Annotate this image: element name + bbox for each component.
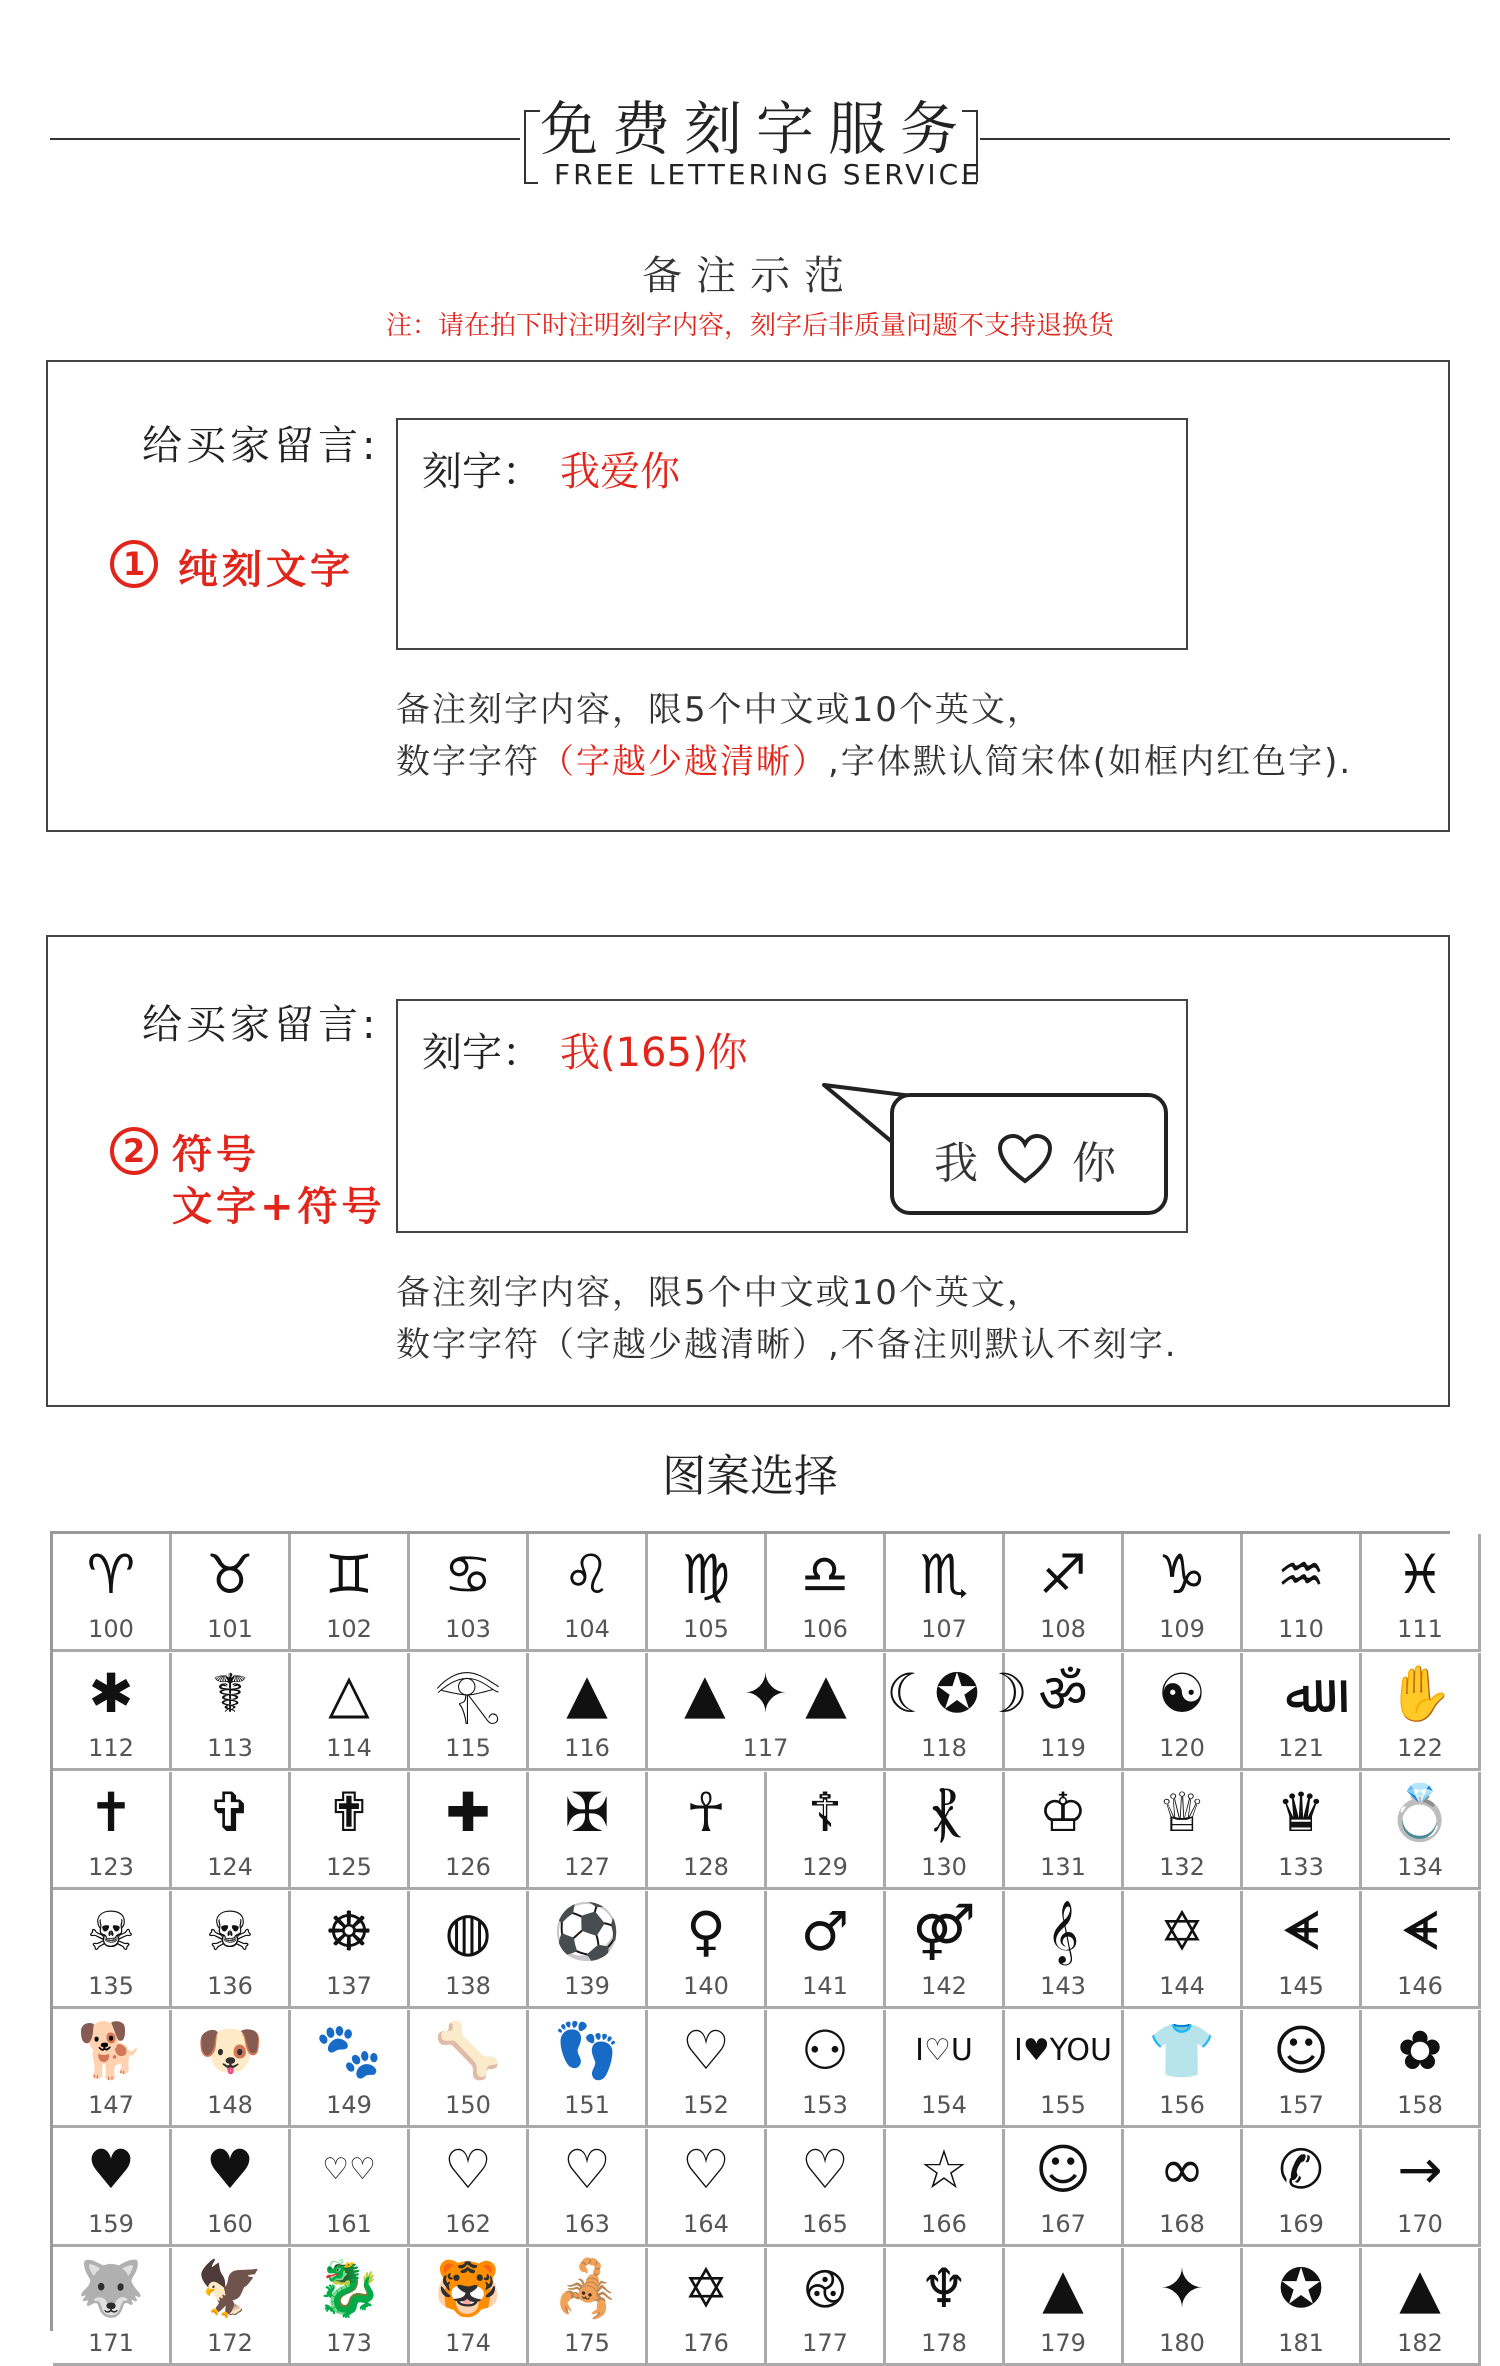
pattern-cell-112[interactable] [53, 1653, 172, 1771]
pattern-number: 134 [1397, 1853, 1443, 1881]
pattern-cell-176[interactable] [648, 2248, 767, 2366]
pattern-cell-141[interactable] [767, 1891, 886, 2009]
pattern-cell-129[interactable] [767, 1772, 886, 1890]
engraving-input-value: 我(165)你 [560, 1030, 748, 1076]
plus-cross-icon: ✚ [445, 1781, 491, 1844]
pattern-number: 122 [1397, 1734, 1443, 1762]
pattern-number: 150 [445, 2091, 491, 2119]
buyer-message-label: 给买家留言: [142, 1002, 380, 1048]
pattern-cell-133[interactable] [1243, 1772, 1362, 1890]
heart-icon: ♡ [800, 2138, 850, 2201]
pattern-cell-104[interactable] [529, 1534, 648, 1652]
option-label-symbol: 符号 [172, 1132, 260, 1178]
description-line-2 [396, 736, 1352, 788]
pattern-cell-108[interactable] [1005, 1534, 1124, 1652]
pattern-number: 101 [207, 1615, 253, 1643]
pattern-cell-175[interactable] [529, 2248, 648, 2366]
pattern-number: 170 [1397, 2210, 1443, 2238]
description-text-b: ,字体默认简宋体(如框内红色字). [828, 742, 1353, 782]
header-right-line [980, 138, 1450, 140]
pattern-number: 164 [683, 2210, 729, 2238]
aries-icon: ♈ [86, 1543, 136, 1606]
pattern-number: 104 [564, 1615, 610, 1643]
preview-text [934, 1127, 1116, 1191]
pattern-number: 117 [742, 1734, 789, 1762]
pattern-number: 173 [326, 2329, 372, 2357]
basketball-icon: ◍ [444, 1900, 492, 1963]
pattern-cell-143[interactable] [1005, 1891, 1124, 2009]
pattern-cell-125[interactable] [291, 1772, 410, 1890]
pattern-number: 119 [1040, 1734, 1086, 1762]
pattern-number: 162 [445, 2210, 491, 2238]
arrow-right-icon: → [1397, 2138, 1443, 2201]
pattern-cell-138[interactable] [410, 1891, 529, 2009]
panel-description [396, 684, 1352, 788]
ichthys-icon: ᗛ [1281, 1900, 1321, 1963]
pattern-cell-162[interactable] [410, 2129, 529, 2247]
pattern-number: 163 [564, 2210, 610, 2238]
description-line-1: 备注刻字内容，限5个中文或10个英文， [396, 690, 1043, 730]
pattern-cell-159[interactable] [53, 2129, 172, 2247]
pattern-number: 139 [564, 1972, 610, 2000]
pattern-number: 142 [921, 1972, 967, 2000]
pattern-cell-137[interactable] [291, 1891, 410, 2009]
pattern-number: 138 [445, 1972, 491, 2000]
hamsa-icon: ✋ [1386, 1662, 1454, 1725]
pattern-number: 113 [207, 1734, 253, 1762]
pattern-cell-157[interactable] [1243, 2010, 1362, 2128]
pattern-number: 157 [1278, 2091, 1324, 2119]
pattern-cell-120[interactable] [1124, 1653, 1243, 1771]
tiger-icon: 🐯 [434, 2257, 502, 2320]
pattern-cell-144[interactable] [1124, 1891, 1243, 2009]
pattern-number: 105 [683, 1615, 729, 1643]
pattern-cell-134[interactable] [1362, 1772, 1481, 1890]
pattern-number: 151 [564, 2091, 610, 2119]
pattern-cell-152[interactable] [648, 2010, 767, 2128]
pattern-cell-132[interactable] [1124, 1772, 1243, 1890]
pattern-number: 148 [207, 2091, 253, 2119]
pattern-cell-168[interactable] [1124, 2129, 1243, 2247]
heart-solid-icon: ♥ [205, 2138, 255, 2201]
dog-face-icon: 🐶 [196, 2019, 264, 2082]
eye-pyramid-icon: △ [328, 1662, 370, 1725]
pattern-cell-122[interactable] [1362, 1653, 1481, 1771]
pattern-cell-172[interactable] [172, 2248, 291, 2366]
pattern-number: 181 [1278, 2329, 1324, 2357]
pattern-cell-181[interactable] [1243, 2248, 1362, 2366]
infinity-icon: ∞ [1159, 2138, 1205, 2201]
pattern-cell-115[interactable] [410, 1653, 529, 1771]
crown-icon: ♔ [1038, 1781, 1088, 1844]
pattern-number: 115 [445, 1734, 491, 1762]
pattern-number: 158 [1397, 2091, 1443, 2119]
pattern-cell-169[interactable] [1243, 2129, 1362, 2247]
pattern-cell-127[interactable] [529, 1772, 648, 1890]
pattern-number: 160 [207, 2210, 253, 2238]
gemini-icon: ♊ [324, 1543, 374, 1606]
pattern-cell-148[interactable] [172, 2010, 291, 2128]
pattern-number: 182 [1397, 2329, 1443, 2357]
engraving-input[interactable] [396, 999, 1188, 1233]
pattern-number: 146 [1397, 1972, 1443, 2000]
pattern-grid [50, 1531, 1454, 2357]
option-badge: 2 [110, 1127, 158, 1175]
pattern-cell-171[interactable] [53, 2248, 172, 2366]
pattern-number: 127 [564, 1853, 610, 1881]
pattern-number: 145 [1278, 1972, 1324, 2000]
pattern-number: 136 [207, 1972, 253, 2000]
capricorn-icon: ♑ [1157, 1543, 1207, 1606]
pattern-number: 124 [207, 1853, 253, 1881]
pisces-icon: ♓ [1395, 1543, 1445, 1606]
pattern-number: 152 [683, 2091, 729, 2119]
pattern-cell-131[interactable] [1005, 1772, 1124, 1890]
double-heart-icon: ♡♡ [322, 2152, 376, 2187]
pattern-cell-136[interactable] [172, 1891, 291, 2009]
pattern-number: 107 [921, 1615, 967, 1643]
pattern-number: 130 [921, 1853, 967, 1881]
pattern-cell-140[interactable] [648, 1891, 767, 2009]
pattern-cell-146[interactable] [1362, 1891, 1481, 2009]
queen-crown-icon: ♕ [1157, 1781, 1207, 1844]
pattern-number: 172 [207, 2329, 253, 2357]
pattern-number: 176 [683, 2329, 729, 2357]
leo-icon: ♌ [562, 1543, 612, 1606]
pattern-number: 147 [88, 2091, 134, 2119]
pattern-cell-110[interactable] [1243, 1534, 1362, 1652]
option-label: 纯刻文字 [178, 547, 354, 593]
i-love-u-icon: I♡U [915, 2033, 973, 2068]
dragon-icon: 🐉 [315, 2257, 383, 2320]
pattern-cell-151[interactable] [529, 2010, 648, 2128]
pattern-cell-126[interactable] [410, 1772, 529, 1890]
pattern-cell-109[interactable] [1124, 1534, 1243, 1652]
pattern-number: 156 [1159, 2091, 1205, 2119]
pattern-cell-153[interactable] [767, 2010, 886, 2128]
pattern-cell-119[interactable] [1005, 1653, 1124, 1771]
pattern-cell-102[interactable] [291, 1534, 410, 1652]
flower-icon: ✿ [1397, 2019, 1443, 2082]
dog-icon: 🐕 [77, 2019, 145, 2082]
pattern-number: 126 [445, 1853, 491, 1881]
star-triangle-icon: ✡ [683, 2257, 729, 2320]
aquarius-icon: ♒ [1276, 1543, 1326, 1606]
pattern-cell-139[interactable] [529, 1891, 648, 2009]
pattern-number: 154 [921, 2091, 967, 2119]
om-icon: ॐ [1038, 1662, 1088, 1725]
heart-outline-icon [996, 1133, 1054, 1185]
example-panel-1 [46, 360, 1450, 832]
pattern-number: 167 [1040, 2210, 1086, 2238]
pattern-number: 171 [88, 2329, 134, 2357]
pattern-number: 137 [326, 1972, 372, 2000]
pattern-number: 108 [1040, 1615, 1086, 1643]
eagle-icon: 🦅 [196, 2257, 264, 2320]
valknut-icon: ▲ [566, 1662, 608, 1725]
pattern-heading: 图案选择 [662, 1451, 838, 1502]
tribal-emblem-icon: ✪ [1278, 2257, 1324, 2320]
maltese-cross-icon: ✠ [564, 1781, 610, 1844]
engraving-input-label: 刻字： [422, 1030, 542, 1076]
pattern-number: 144 [1159, 1972, 1205, 2000]
pattern-cell-116[interactable] [529, 1653, 648, 1771]
pattern-cell-142[interactable] [886, 1891, 1005, 2009]
pattern-number: 129 [802, 1853, 848, 1881]
heart-outline-icon: ♡ [443, 2138, 493, 2201]
pattern-cell-111[interactable] [1362, 1534, 1481, 1652]
pattern-number: 179 [1040, 2329, 1086, 2357]
ankh-icon: ☥ [685, 1781, 727, 1844]
sagittarius-icon: ♐ [1038, 1543, 1088, 1606]
smiley-icon: ☺ [1034, 2138, 1092, 2201]
treble-clef-icon: 𝄞 [1047, 1900, 1079, 1963]
pattern-cell-167[interactable] [1005, 2129, 1124, 2247]
pattern-number: 131 [1040, 1853, 1086, 1881]
buyer-message-label: 给买家留言: [142, 423, 380, 469]
description-line-2: 数字字符（字越少越清晰）,不备注则默认不刻字. [396, 1325, 1178, 1365]
pattern-cell-173[interactable] [291, 2248, 410, 2366]
pentacle-moons-icon: ☾✪☽ [886, 1662, 1029, 1725]
pattern-cell-101[interactable] [172, 1534, 291, 1652]
pattern-cell-123[interactable] [53, 1772, 172, 1890]
example-panel-2 [46, 935, 1450, 1407]
pattern-cell-164[interactable] [648, 2129, 767, 2247]
pattern-cell-135[interactable] [53, 1891, 172, 2009]
page-title: 免费刻字服务 [540, 95, 973, 163]
header-bracket-bottom-left [524, 170, 538, 184]
pattern-number: 133 [1278, 1853, 1324, 1881]
male-icon: ♂ [800, 1900, 850, 1963]
triangles-icon: ▲ [1399, 2257, 1441, 2320]
page-subtitle: FREE LETTERING SERVICE [554, 158, 982, 191]
pattern-cell-118[interactable] [886, 1653, 1029, 1771]
pattern-number: 180 [1159, 2329, 1205, 2357]
pattern-number: 114 [326, 1734, 372, 1762]
pattern-cell-161[interactable] [291, 2129, 410, 2247]
pattern-number: 103 [445, 1615, 491, 1643]
pattern-cell-170[interactable] [1362, 2129, 1481, 2247]
description-line-1: 备注刻字内容，限5个中文或10个英文， [396, 1273, 1043, 1313]
pattern-number: 106 [802, 1615, 848, 1643]
pattern-cell-180[interactable] [1124, 2248, 1243, 2366]
pattern-number: 120 [1159, 1734, 1205, 1762]
pattern-number: 149 [326, 2091, 372, 2119]
star-of-life-icon: ✱ [88, 1662, 134, 1725]
example-note: 注：请在拍下时注明刻字内容，刻字后非质量问题不支持退换货 [385, 311, 1114, 341]
pattern-cell-165[interactable] [767, 2129, 886, 2247]
scorpion-icon: 🦂 [553, 2257, 621, 2320]
pattern-cell-130[interactable] [886, 1772, 1005, 1890]
pattern-number: 177 [802, 2329, 848, 2357]
pattern-cell-163[interactable] [529, 2129, 648, 2247]
pattern-cell-128[interactable] [648, 1772, 767, 1890]
pattern-number: 116 [564, 1734, 610, 1762]
kissing-kids-icon: ♡ [681, 2019, 731, 2082]
pattern-cell-103[interactable] [410, 1534, 529, 1652]
pattern-cell-182[interactable] [1362, 2248, 1481, 2366]
preview-right-char: 你 [1072, 1138, 1116, 1189]
pattern-number: 118 [921, 1734, 967, 1762]
triskele-icon: ࿋ [803, 2257, 847, 2320]
pattern-number: 140 [683, 1972, 729, 2000]
skull-icon: ☠ [86, 1900, 136, 1963]
shadowed-cross-icon: ✞ [207, 1781, 253, 1844]
orthodox-cross-icon: ☦ [807, 1781, 843, 1844]
pattern-number: 102 [326, 1615, 372, 1643]
pattern-number: 161 [326, 2210, 372, 2238]
caduceus-icon: ☤ [211, 1662, 249, 1725]
pattern-cell-178[interactable] [886, 2248, 1005, 2366]
pattern-cell-100[interactable] [53, 1534, 172, 1652]
fish-outline-icon: ᗛ [1400, 1900, 1440, 1963]
pattern-cell-154[interactable] [886, 2010, 1005, 2128]
pattern-cell-121[interactable] [1243, 1653, 1362, 1771]
star-icon: ☆ [919, 2138, 969, 2201]
pattern-number: 111 [1397, 1615, 1443, 1643]
winged-eye-icon: ♆ [919, 2257, 969, 2320]
pattern-cell-166[interactable] [886, 2129, 1005, 2247]
pattern-cell-149[interactable] [291, 2010, 410, 2128]
pattern-cell-158[interactable] [1362, 2010, 1481, 2128]
pattern-cell-113[interactable] [172, 1653, 291, 1771]
pattern-number: 100 [88, 1615, 134, 1643]
pattern-cell-174[interactable] [410, 2248, 529, 2366]
description-text-a: 数字字符 [396, 742, 540, 782]
cancer-icon: ♋ [443, 1543, 493, 1606]
pattern-cell-107[interactable] [886, 1534, 1005, 1652]
pattern-number: 165 [802, 2210, 848, 2238]
latin-cross-icon: ✝ [88, 1781, 134, 1844]
heart-swirl-icon: ♥ [86, 2138, 136, 2201]
tiara-icon: ♛ [1276, 1781, 1326, 1844]
skull-crossbones-icon: ☠ [205, 1900, 255, 1963]
pattern-number: 125 [326, 1853, 372, 1881]
pattern-number: 132 [1159, 1853, 1205, 1881]
baby-onesie-icon: 👕 [1148, 2019, 1216, 2082]
soccer-ball-icon: ⚽ [553, 1900, 621, 1963]
scorpio-icon: ♏ [919, 1543, 969, 1606]
bone-icon: 🦴 [434, 2019, 502, 2082]
pattern-cell-117[interactable] [648, 1653, 886, 1771]
triforce-icon: ▲ [1042, 2257, 1084, 2320]
pattern-cell-145[interactable] [1243, 1891, 1362, 2009]
triforce-wings-icon: ▲ ✦ ▲ [684, 1662, 847, 1725]
footprints-icon: 👣 [553, 2019, 621, 2082]
i-love-you-icon: I♥YOU [1014, 2033, 1112, 2068]
header-left-line [50, 138, 520, 140]
pattern-cell-150[interactable] [410, 2010, 529, 2128]
pattern-number: 166 [921, 2210, 967, 2238]
pattern-cell-114[interactable] [291, 1653, 410, 1771]
pattern-cell-179[interactable] [1005, 2248, 1124, 2366]
pattern-number: 121 [1278, 1734, 1324, 1762]
pattern-number: 112 [88, 1734, 134, 1762]
option-badge: 1 [110, 540, 158, 588]
engraving-input[interactable] [396, 418, 1188, 650]
taurus-icon: ♉ [205, 1543, 255, 1606]
outlined-cross-icon: ✟ [326, 1781, 372, 1844]
eye-of-horus-icon: 𓂀 [434, 1662, 502, 1725]
wolf-icon: 🐺 [77, 2257, 145, 2320]
yin-yang-icon: ☯ [1157, 1662, 1207, 1725]
pattern-number: 109 [1159, 1615, 1205, 1643]
engraving-input-label: 刻字： [422, 449, 542, 495]
preview-bubble [890, 1093, 1168, 1215]
ornate-cross-icon: ⳩ [931, 1781, 957, 1844]
engraving-input-value: 我爱你 [560, 449, 680, 495]
description-text-red: （字越少越清晰） [540, 742, 828, 782]
two-kids-icon: ⚇ [800, 2019, 850, 2082]
pattern-cell-177[interactable] [767, 2248, 886, 2366]
ring-icon: 💍 [1386, 1781, 1454, 1844]
pattern-number: 135 [88, 1972, 134, 2000]
female-icon: ♀ [686, 1900, 726, 1963]
pattern-number: 168 [1159, 2210, 1205, 2238]
paw-print-icon: 🐾 [315, 2019, 383, 2082]
pattern-cell-147[interactable] [53, 2010, 172, 2128]
pattern-cell-106[interactable] [767, 1534, 886, 1652]
pattern-cell-156[interactable] [1124, 2010, 1243, 2128]
baby-face-icon: ☺ [1272, 2019, 1330, 2082]
option-label-text-symbol: 文字+符号 [172, 1184, 386, 1230]
libra-icon: ♎ [800, 1543, 850, 1606]
pattern-number: 169 [1278, 2210, 1324, 2238]
pattern-cell-155[interactable] [1005, 2010, 1124, 2128]
allah-icon: ﷲ [1285, 1662, 1317, 1725]
pattern-number: 143 [1040, 1972, 1086, 2000]
heart-arrow-icon: ♡ [562, 2138, 612, 2201]
virgo-icon: ♍ [681, 1543, 731, 1606]
pattern-number: 174 [445, 2329, 491, 2357]
heart-key-icon: ♡ [681, 2138, 731, 2201]
pattern-number: 175 [564, 2329, 610, 2357]
pattern-cell-160[interactable] [172, 2129, 291, 2247]
pattern-number: 110 [1278, 1615, 1324, 1643]
phone-icon: ✆ [1278, 2138, 1324, 2201]
ship-wheel-icon: ☸ [324, 1900, 374, 1963]
panel-description [396, 1267, 1178, 1371]
pattern-number: 178 [921, 2329, 967, 2357]
pattern-cell-124[interactable] [172, 1772, 291, 1890]
pattern-number: 141 [802, 1972, 848, 2000]
pattern-number: 159 [88, 2210, 134, 2238]
male-female-icon: ⚤ [912, 1900, 976, 1963]
pattern-number: 123 [88, 1853, 134, 1881]
star-of-david-icon: ✡ [1159, 1900, 1205, 1963]
example-heading: 备注示范 [642, 253, 858, 299]
pattern-number: 153 [802, 2091, 848, 2119]
pattern-cell-105[interactable] [648, 1534, 767, 1652]
pattern-number: 128 [683, 1853, 729, 1881]
pattern-number: 155 [1040, 2091, 1086, 2119]
hylian-crest-icon: ✦ [1159, 2257, 1205, 2320]
preview-left-char: 我 [934, 1138, 978, 1189]
